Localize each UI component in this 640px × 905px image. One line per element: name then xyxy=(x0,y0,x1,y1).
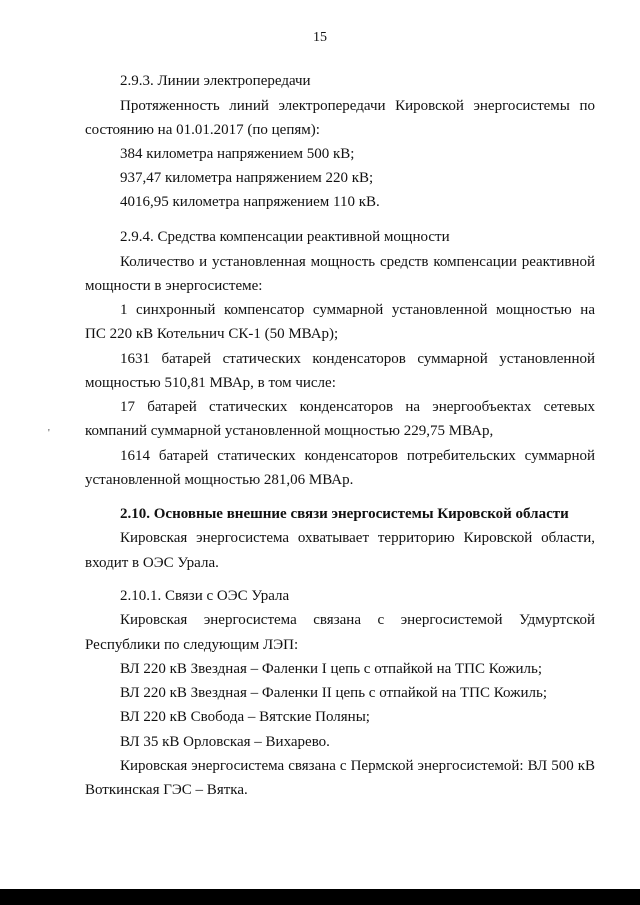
list-item: ВЛ 35 кВ Орловская – Вихарево. xyxy=(120,734,330,750)
paragraph-line: Воткинская ГЭС – Вятка. xyxy=(85,782,248,798)
paragraph-line: Протяженность линий электропередачи Кировской энергосистемы по xyxy=(120,98,595,114)
paragraph-line: ПС 220 кВ Котельнич СК-1 (50 МВАр); xyxy=(85,326,339,342)
paragraph-line: Кировская энергосистема связана с энергосистемой Удмуртской xyxy=(120,612,595,628)
section-heading-2-9-3: 2.9.3. Линии электропередачи xyxy=(120,73,311,89)
margin-mark: ' xyxy=(48,428,50,439)
paragraph-line: состоянию на 01.01.2017 (по цепям): xyxy=(85,122,320,138)
paragraph-line: 1614 батарей статических конденсаторов потребительских суммарной xyxy=(120,448,595,464)
paragraph-line: Кировская энергосистема охватывает территорию Кировской области, xyxy=(120,530,595,546)
list-item: ВЛ 220 кВ Свобода – Вятские Поляны; xyxy=(120,709,370,725)
paragraph-line: мощности в энергосистеме: xyxy=(85,278,263,294)
paragraph-line: Кировская энергосистема связана с Пермской энергосистемой: ВЛ 500 кВ xyxy=(120,758,595,774)
paragraph-line: 17 батарей статических конденсаторов на энергообъектах сетевых xyxy=(120,399,595,415)
section-heading-2-10-1: 2.10.1. Связи с ОЭС Урала xyxy=(120,588,290,604)
paragraph-line: 1631 батарей статических конденсаторов суммарной установленной xyxy=(120,351,595,367)
paragraph-line: входит в ОЭС Урала. xyxy=(85,555,219,571)
paragraph-line: установленной мощностью 281,06 МВАр. xyxy=(85,472,354,488)
paragraph-line: 1 синхронный компенсатор суммарной установленной мощностью на xyxy=(120,302,595,318)
list-item: 937,47 километра напряжением 220 кВ; xyxy=(120,170,374,186)
list-item: ВЛ 220 кВ Звездная – Фаленки II цепь с отпайкой на ТПС Кожиль; xyxy=(120,685,548,701)
paragraph-line: мощностью 510,81 МВАр, в том числе: xyxy=(85,375,336,391)
section-heading-2-10: 2.10. Основные внешние связи энергосистемы Кировской области xyxy=(120,506,569,522)
list-item: 4016,95 километра напряжением 110 кВ. xyxy=(120,194,380,210)
scan-border xyxy=(0,889,640,905)
paragraph-line: Республики по следующим ЛЭП: xyxy=(85,637,299,653)
paragraph-line: компаний суммарной установленной мощностью 229,75 МВАр, xyxy=(85,423,494,439)
page-number: 15 xyxy=(313,30,327,45)
paragraph-line: Количество и установленная мощность средств компенсации реактивной xyxy=(120,254,595,270)
list-item: 384 километра напряжением 500 кВ; xyxy=(120,146,355,162)
list-item: ВЛ 220 кВ Звездная – Фаленки I цепь с отпайкой на ТПС Кожиль; xyxy=(120,661,543,677)
section-heading-2-9-4: 2.9.4. Средства компенсации реактивной мощности xyxy=(120,229,450,245)
